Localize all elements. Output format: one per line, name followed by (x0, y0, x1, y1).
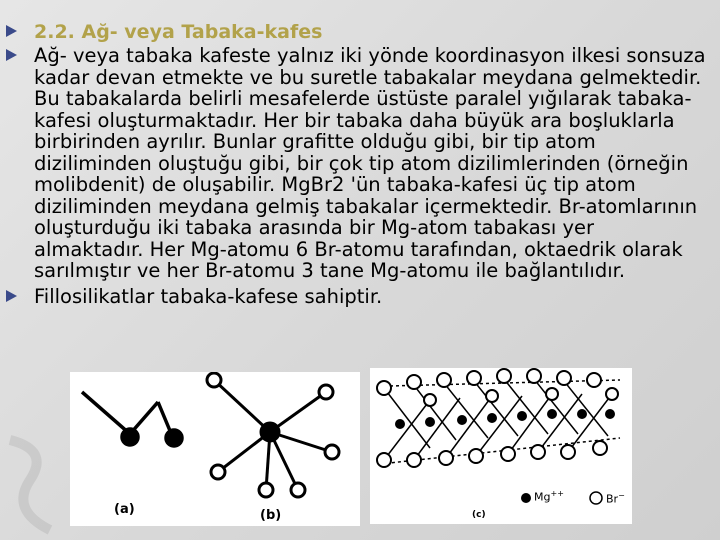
legend-br: Br− (606, 491, 625, 506)
body-bullet (6, 45, 706, 282)
figure-c-label: (c) (472, 510, 486, 520)
figure-b-label: (b) (260, 508, 282, 523)
figure-a-structure (82, 392, 182, 446)
figure-b-structure (207, 373, 339, 497)
layer-lattice-diagram (370, 368, 632, 524)
legend-mg-marker (521, 493, 531, 503)
last-bullet-text: Fillosilikatlar tabaka-kafese sahiptir. (34, 284, 383, 308)
bullet-arrow-icon (6, 49, 17, 61)
figure-a-label: (a) (114, 502, 135, 517)
figure-c-panel (370, 368, 632, 524)
legend-br-marker (590, 492, 602, 504)
section-title: 2.2. Ağ- veya Tabaka-kafes (34, 21, 323, 43)
body-paragraph: Ağ- veya tabaka kafeste yalnız iki yönde koordinasyon ilkesi sonsuza kadar devan etmekte ve bu suretle tabakalar meydana gelmektedir. Bu tabakalarda belirli mesafelerde üstüste paralel yığılarak tabaka-kafesi oluşturmaktadır. Her bir tabaka daha büyük ara boşluklarla birbirinden ayrılır. Bunlar grafitte olduğu gibi, bir tip atom diziliminden oluştuğu gibi, bir çok tip atom dizilimlerinden (örneğin molibdenit) de oluşabilir. MgBr2 'ün tabaka-kafesi üç tip atom diziliminden meydana gelmiş tabakalar içermektedir. Br-atomlarının oluşturduğu iki tabaka arasında bir Mg-atom tabakası yer almaktadır. Her Mg-atomu 6 Br-atomu tarafından, oktaedrik olarak sarılmıştır ve her Br-atomu 3 tane Mg-atomu ile bağlantılıdır. (34, 44, 706, 282)
legend-mg: Mg++ (534, 489, 564, 504)
slide-content (6, 21, 706, 308)
figure-ab-panel (70, 372, 360, 526)
section-title-bullet (6, 21, 706, 43)
background-decoration-icon (0, 430, 70, 540)
bullet-arrow-icon (6, 290, 17, 302)
bullet-arrow-icon (6, 25, 17, 37)
last-bullet (6, 286, 706, 308)
